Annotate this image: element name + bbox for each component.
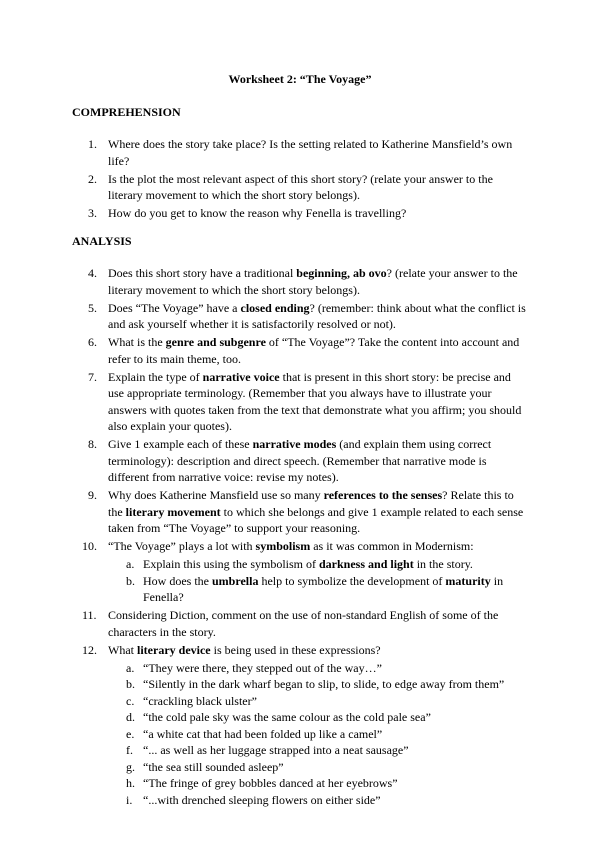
expression-text: “a white cat that had been folded up like a camel” xyxy=(143,726,383,741)
sub-question-letter: b. xyxy=(126,573,135,588)
question-text: is being used in these expressions? xyxy=(210,642,381,657)
sub-question-10a xyxy=(0,556,533,573)
key-term: literary device xyxy=(137,642,211,657)
question-text: Does “The Voyage” have a xyxy=(108,300,241,315)
question-text: to which she belongs and give 1 example related to each sense taken from “The Voyage” to support your reasoning. xyxy=(108,504,524,535)
expression-item xyxy=(0,775,533,792)
sub-question-letter: e. xyxy=(126,726,135,741)
question-text: that is present in this short story: be precise and use appropriate terminology. (Remember that you always have to illustrate your answers with quotes taken from the text that demonstrate what you affirm; you should also explain your quotes). xyxy=(108,369,522,433)
expression-item xyxy=(0,660,533,677)
expression-item xyxy=(0,759,533,776)
expression-text: “The fringe of grey bobbles danced at her eyebrows” xyxy=(143,776,398,790)
question-number: 9. xyxy=(88,488,97,502)
question-1 xyxy=(0,136,528,169)
question-text: (and explain them using correct terminology): description and direct speech. (Remember that narrative mode is different from narrative voice: revise my notes). xyxy=(108,437,492,484)
question-7 xyxy=(0,369,528,435)
question-text: “The Voyage” plays a lot with xyxy=(108,539,256,553)
question-9 xyxy=(0,487,528,537)
expression-text: “They were there, they stepped out of the way…” xyxy=(143,660,382,675)
question-text: Give 1 example each of these xyxy=(108,437,253,451)
question-text: How does the xyxy=(143,573,212,588)
question-text: in Fenella? xyxy=(143,573,504,604)
key-term: narrative modes xyxy=(252,437,337,451)
question-text: in the story. xyxy=(413,557,473,571)
expression-text: “Silently in the dark wharf began to slip, to slide, to edge away from them” xyxy=(143,677,505,691)
analysis-list xyxy=(0,265,600,808)
question-8 xyxy=(0,436,528,486)
question-number: 7. xyxy=(88,369,97,384)
key-term: references to the senses xyxy=(323,488,443,502)
question-3 xyxy=(0,205,528,222)
sub-question-letter: a. xyxy=(126,660,135,675)
question-6 xyxy=(0,334,528,367)
question-number: 12. xyxy=(82,642,97,657)
question-text: ? (relate your answer to the literary movement to which the short story belongs). xyxy=(108,266,518,297)
question-5 xyxy=(0,300,528,333)
question-number: 5. xyxy=(88,300,97,315)
sub-question-10b xyxy=(0,573,533,606)
comprehension-list xyxy=(0,136,600,223)
question-number: 4. xyxy=(88,266,97,280)
worksheet-title: Worksheet 2: “The Voyage” xyxy=(228,72,372,86)
question-number: 8. xyxy=(88,437,97,451)
expression-text: “crackling black ulster” xyxy=(143,693,257,708)
question-text: help to symbolize the development of xyxy=(258,573,446,588)
expression-item xyxy=(0,792,533,809)
sub-question-letter: i. xyxy=(126,792,133,807)
question-11 xyxy=(0,607,528,640)
expression-text: “the sea still sounded asleep” xyxy=(143,759,284,774)
key-term: maturity xyxy=(445,573,491,588)
key-term: umbrella xyxy=(212,573,259,588)
key-term: literary movement xyxy=(125,504,221,519)
key-term: beginning, ab ovo xyxy=(296,266,387,280)
key-term: genre and subgenre xyxy=(165,335,266,349)
sub-question-letter: c. xyxy=(126,693,135,708)
expression-item xyxy=(0,742,533,759)
expression-item xyxy=(0,693,533,710)
question-number: 6. xyxy=(88,335,97,349)
expression-item xyxy=(0,726,533,743)
key-term: closed ending xyxy=(240,300,310,315)
sub-question-letter: a. xyxy=(126,557,135,571)
question-text: Why does Katherine Mansfield use so many xyxy=(108,488,324,502)
question-text: What xyxy=(108,642,137,657)
question-text: of “The Voyage”? Take the content into account and refer to its main theme, too. xyxy=(108,335,520,366)
sub-question-letter: f. xyxy=(126,743,133,757)
question-number: 11. xyxy=(82,608,97,622)
expression-item xyxy=(0,709,533,726)
sub-question-letter: d. xyxy=(126,710,135,724)
question-text: How do you get to know the reason why Fenella is travelling? xyxy=(108,206,407,220)
question-text: Where does the story take place? Is the setting related to Katherine Mansfield’s own life? xyxy=(108,137,513,168)
question-text: Considering Diction, comment on the use of non-standard English of some of the characters in the story. xyxy=(108,608,499,639)
question-text: Explain the type of xyxy=(108,369,203,384)
key-term: symbolism xyxy=(255,539,311,553)
question-text: ? (remember: think about what the conflict is and ask yourself whether it is satisfactorily resolved or not). xyxy=(108,300,526,331)
question-number: 1. xyxy=(88,137,97,151)
question-10 xyxy=(0,538,528,555)
question-number: 2. xyxy=(88,171,97,186)
question-text: What is the xyxy=(108,335,166,349)
question-number: 3. xyxy=(88,206,97,220)
analysis-heading: ANALYSIS xyxy=(72,234,132,248)
question-12 xyxy=(0,642,528,659)
key-term: darkness and light xyxy=(319,557,414,571)
sub-question-letter: b. xyxy=(126,677,135,691)
sub-question-letter: g. xyxy=(126,759,135,774)
expression-item xyxy=(0,676,533,693)
question-4 xyxy=(0,265,528,298)
question-text: Explain this using the symbolism of xyxy=(143,557,319,571)
question-text: ? Relate this to the xyxy=(108,488,514,519)
key-term: narrative voice xyxy=(202,369,280,384)
expression-text: “...with drenched sleeping flowers on either side” xyxy=(143,792,381,807)
question-text: as it was common in Modernism: xyxy=(310,539,474,553)
question-text: Does this short story have a traditional xyxy=(108,266,297,280)
sub-question-letter: h. xyxy=(126,776,135,790)
question-2 xyxy=(0,171,528,204)
comprehension-heading: COMPREHENSION xyxy=(72,105,181,119)
expression-text: “the cold pale sky was the same colour as the cold pale sea” xyxy=(143,710,431,724)
expression-text: “... as well as her luggage strapped into a neat sausage” xyxy=(143,743,409,757)
question-text: Is the plot the most relevant aspect of this short story? (relate your answer to the literary movement to which the short story belongs). xyxy=(108,171,493,202)
question-number: 10. xyxy=(82,539,97,553)
